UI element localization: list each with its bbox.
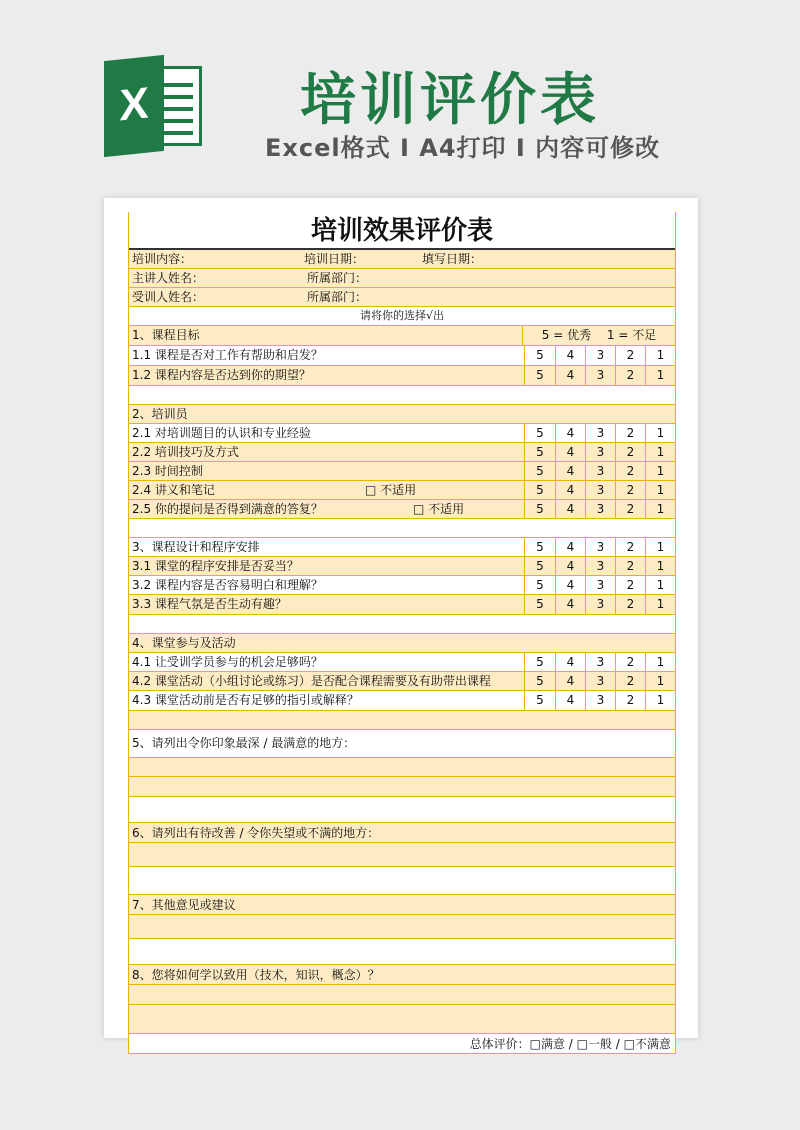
section-title: 8、您将如何学以致用（技术，知识，概念）？ xyxy=(132,968,380,982)
score-option-5[interactable]: 5 xyxy=(524,691,555,710)
question-row[interactable] xyxy=(129,653,675,672)
answer-line[interactable] xyxy=(129,843,675,867)
answer-line[interactable] xyxy=(129,985,675,1005)
section-header xyxy=(129,730,675,758)
question-row[interactable] xyxy=(129,595,675,615)
question-row[interactable] xyxy=(129,443,675,462)
score-options[interactable] xyxy=(524,691,675,710)
question-row[interactable] xyxy=(129,366,675,386)
label-dept: 所属部门： xyxy=(307,290,368,304)
score-option-1[interactable]: 1 xyxy=(645,576,675,594)
score-option-3[interactable]: 3 xyxy=(585,366,615,385)
score-option-4[interactable]: 4 xyxy=(555,443,585,461)
overall-rating-row[interactable] xyxy=(129,1034,675,1054)
section-header xyxy=(129,965,675,985)
score-option-1[interactable]: 1 xyxy=(645,653,675,671)
score-option-5[interactable]: 5 xyxy=(524,346,555,365)
question-text: 3.3 课程气氛是否生动有趣？ xyxy=(132,597,287,611)
question-row[interactable] xyxy=(129,424,675,443)
section-title: 2、培训员 xyxy=(132,407,188,421)
score-option-4[interactable]: 4 xyxy=(555,595,585,614)
score-option-1[interactable]: 1 xyxy=(645,500,675,518)
answer-line[interactable] xyxy=(129,1005,675,1034)
score-option-2[interactable]: 2 xyxy=(615,672,645,690)
score-option-2[interactable]: 2 xyxy=(615,500,645,518)
score-option-4[interactable]: 4 xyxy=(555,653,585,671)
section-header xyxy=(129,326,675,346)
question-text: 3.1 课堂的程序安排是否妥当？ xyxy=(132,559,299,573)
question-text: 2.2 培训技巧及方式 xyxy=(132,445,239,459)
question-row[interactable] xyxy=(129,557,675,576)
score-option-1[interactable]: 1 xyxy=(645,424,675,442)
question-text: 4.2 课堂活动（小组讨论或练习）是否配合课程需要及有助带出课程 xyxy=(132,674,491,688)
banner-subtitle: Excel格式 I A4打印 I 内容可修改 xyxy=(265,134,661,162)
score-option-5[interactable]: 5 xyxy=(524,500,555,518)
spacer-row xyxy=(129,386,675,405)
score-options[interactable] xyxy=(524,462,675,480)
score-option-2[interactable]: 2 xyxy=(615,691,645,710)
score-option-2[interactable]: 2 xyxy=(615,443,645,461)
section-title: 3、课程设计和程序安排 xyxy=(132,540,260,554)
score-option-1[interactable]: 1 xyxy=(645,462,675,480)
score-options[interactable] xyxy=(524,424,675,442)
score-option-5[interactable]: 5 xyxy=(524,366,555,385)
score-option-1[interactable]: 1 xyxy=(645,366,675,385)
score-option-4[interactable]: 4 xyxy=(555,346,585,365)
score-options[interactable] xyxy=(524,595,675,614)
score-options[interactable] xyxy=(524,500,675,518)
score-option-4[interactable]: 4 xyxy=(555,576,585,594)
answer-line[interactable] xyxy=(129,797,675,823)
score-option-5[interactable]: 5 xyxy=(524,653,555,671)
question-row[interactable] xyxy=(129,576,675,595)
question-text: 2.3 时间控制 xyxy=(132,464,203,478)
score-option-2[interactable]: 2 xyxy=(615,538,645,556)
spacer-row xyxy=(129,519,675,538)
answer-line[interactable] xyxy=(129,939,675,965)
score-option-5[interactable]: 5 xyxy=(524,481,555,499)
score-option-2[interactable]: 2 xyxy=(615,576,645,594)
score-option-4[interactable]: 4 xyxy=(555,557,585,575)
answer-line[interactable] xyxy=(129,867,675,895)
score-option-4[interactable]: 4 xyxy=(555,462,585,480)
section-title: 6、请列出有待改善 / 令你失望或不满的地方： xyxy=(132,826,380,840)
section-header xyxy=(129,405,675,424)
score-option-2[interactable]: 2 xyxy=(615,346,645,365)
score-option-3[interactable]: 3 xyxy=(585,443,615,461)
score-options[interactable] xyxy=(524,653,675,671)
score-options[interactable] xyxy=(524,672,675,690)
question-row[interactable] xyxy=(129,481,675,500)
score-option-3[interactable]: 3 xyxy=(585,424,615,442)
question-row[interactable] xyxy=(129,346,675,366)
score-option-4[interactable]: 4 xyxy=(555,366,585,385)
score-option-3[interactable]: 3 xyxy=(585,481,615,499)
instruction-row xyxy=(129,307,675,326)
score-option-3[interactable]: 3 xyxy=(585,462,615,480)
score-options[interactable] xyxy=(524,443,675,461)
score-option-2[interactable]: 2 xyxy=(615,462,645,480)
answer-line[interactable] xyxy=(129,915,675,939)
score-options[interactable] xyxy=(524,366,675,385)
score-option-5[interactable]: 5 xyxy=(524,462,555,480)
section-header xyxy=(129,895,675,915)
not-applicable-checkbox[interactable]: □ 不适用 xyxy=(413,502,465,516)
score-option-1[interactable]: 1 xyxy=(645,346,675,365)
spacer-row xyxy=(129,711,675,730)
label-dept: 所属部门： xyxy=(307,271,368,285)
score-option-2[interactable]: 2 xyxy=(615,424,645,442)
question-text: 4.1 让受训学员参与的机会足够吗？ xyxy=(132,655,323,669)
score-option-1[interactable]: 1 xyxy=(645,557,675,575)
score-options[interactable] xyxy=(524,481,675,499)
label-fill-date: 填写日期： xyxy=(422,252,483,266)
label-content: 培训内容： xyxy=(132,252,193,266)
score-option-2[interactable]: 2 xyxy=(615,595,645,614)
score-option-2[interactable]: 2 xyxy=(615,481,645,499)
score-option-4[interactable]: 4 xyxy=(555,481,585,499)
banner-title: 培训评价表 xyxy=(300,68,600,133)
question-text: 2.5 你的提问是否得到满意的答复？ xyxy=(132,502,323,516)
question-text: 1.2 课程内容是否达到你的期望？ xyxy=(132,368,311,382)
form-title: 培训效果评价表 xyxy=(310,216,493,246)
score-option-4[interactable]: 4 xyxy=(555,672,585,690)
score-option-3[interactable]: 3 xyxy=(585,346,615,365)
question-text: 2.1 对培训题目的认识和专业经验 xyxy=(132,426,311,440)
answer-line[interactable] xyxy=(129,758,675,777)
score-options[interactable] xyxy=(524,576,675,594)
excel-logo-icon: X xyxy=(104,58,202,154)
score-option-5[interactable]: 5 xyxy=(524,557,555,575)
score-option-2[interactable]: 2 xyxy=(615,653,645,671)
spacer-row xyxy=(129,615,675,634)
score-option-5[interactable]: 5 xyxy=(524,576,555,594)
score-option-3[interactable]: 3 xyxy=(585,653,615,671)
score-option-1[interactable]: 1 xyxy=(645,672,675,690)
form-title-row xyxy=(129,212,675,250)
score-option-5[interactable]: 5 xyxy=(524,595,555,614)
evaluation-form xyxy=(128,212,676,1054)
score-option-3[interactable]: 3 xyxy=(585,672,615,690)
section-header xyxy=(129,634,675,653)
score-option-1[interactable]: 1 xyxy=(645,481,675,499)
question-row[interactable] xyxy=(129,691,675,711)
section-header xyxy=(129,823,675,843)
not-applicable-checkbox[interactable]: □ 不适用 xyxy=(365,483,417,497)
section-title: 4、课堂参与及活动 xyxy=(132,636,236,650)
question-row[interactable] xyxy=(129,500,675,519)
score-option-3[interactable]: 3 xyxy=(585,500,615,518)
score-option-5[interactable]: 5 xyxy=(524,672,555,690)
question-text: 2.4 讲义和笔记 xyxy=(132,483,215,497)
score-option-4[interactable]: 4 xyxy=(555,691,585,710)
question-text: 1.1 课程是否对工作有帮助和启发？ xyxy=(132,348,323,362)
info-row-lecturer[interactable] xyxy=(129,269,675,288)
score-option-1[interactable]: 1 xyxy=(645,595,675,614)
score-option-1[interactable]: 1 xyxy=(645,538,675,556)
section-title: 5、请列出令你印象最深 / 最满意的地方： xyxy=(132,736,356,750)
score-option-4[interactable]: 4 xyxy=(555,424,585,442)
question-text: 3.2 课程内容是否容易明白和理解？ xyxy=(132,578,323,592)
score-option-1[interactable]: 1 xyxy=(645,691,675,710)
question-row[interactable] xyxy=(129,462,675,481)
score-option-5[interactable]: 5 xyxy=(524,443,555,461)
overall-rating[interactable]: 总体评价：□满意 / □一般 / □不满意 xyxy=(469,1037,671,1051)
score-options[interactable] xyxy=(524,538,675,556)
score-option-3[interactable]: 3 xyxy=(585,538,615,556)
score-option-1[interactable]: 1 xyxy=(645,443,675,461)
section-title: 1、课程目标 xyxy=(132,328,200,342)
score-option-5[interactable]: 5 xyxy=(524,538,555,556)
info-row-trainee[interactable] xyxy=(129,288,675,307)
section-title: 7、其他意见或建议 xyxy=(132,898,236,912)
form-paper xyxy=(104,198,698,1051)
label-date: 培训日期： xyxy=(304,252,365,266)
score-option-5[interactable]: 5 xyxy=(524,424,555,442)
score-option-3[interactable]: 3 xyxy=(585,557,615,575)
score-options[interactable] xyxy=(524,557,675,575)
score-option-2[interactable]: 2 xyxy=(615,557,645,575)
question-text: 4.3 课堂活动前是否有足够的指引或解释？ xyxy=(132,693,359,707)
question-row[interactable] xyxy=(129,672,675,691)
score-option-4[interactable]: 4 xyxy=(555,500,585,518)
instruction-text: 请将你的选择√出 xyxy=(359,309,444,322)
score-options[interactable] xyxy=(524,346,675,365)
score-legend: 5 = 优秀 1 = 不足 xyxy=(522,326,675,345)
answer-line[interactable] xyxy=(129,777,675,797)
score-option-4[interactable]: 4 xyxy=(555,538,585,556)
score-option-3[interactable]: 3 xyxy=(585,691,615,710)
label-lecturer: 主讲人姓名： xyxy=(132,271,205,285)
info-row-content[interactable] xyxy=(129,250,675,269)
score-option-2[interactable]: 2 xyxy=(615,366,645,385)
label-trainee: 受训人姓名： xyxy=(132,290,205,304)
score-option-3[interactable]: 3 xyxy=(585,576,615,594)
section-header xyxy=(129,538,675,557)
score-option-3[interactable]: 3 xyxy=(585,595,615,614)
